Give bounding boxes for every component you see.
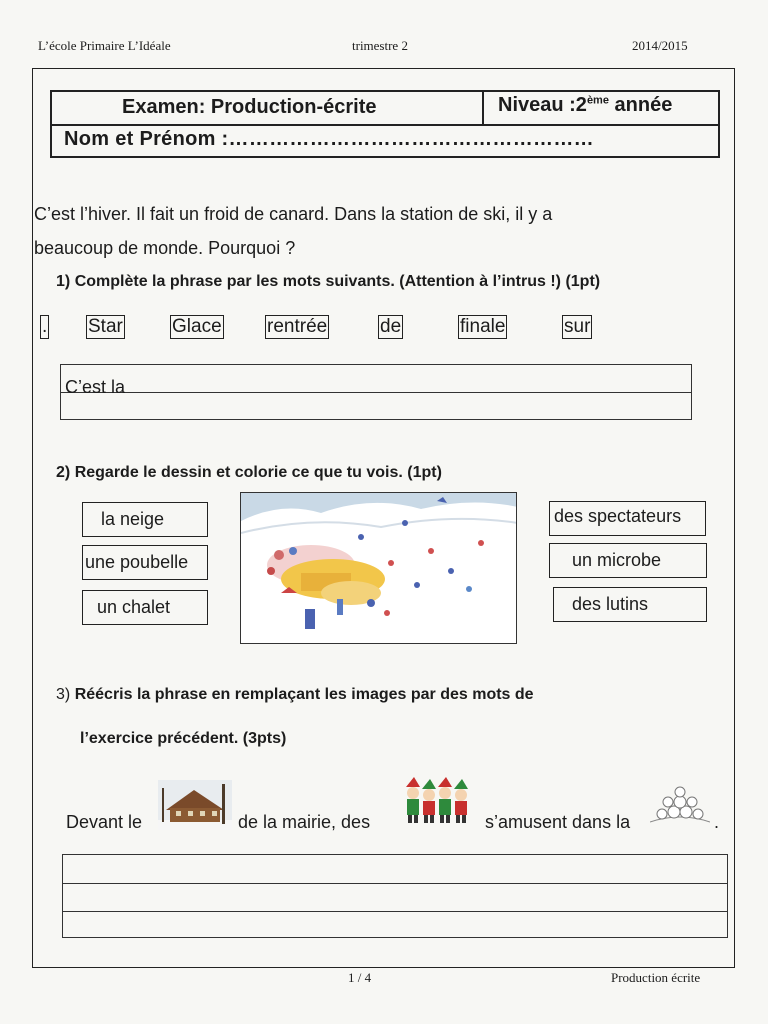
ski-scene-image (241, 493, 517, 644)
question-3-line-2: l’exercice précédent. (3pts) (80, 730, 287, 747)
level-label: Niveau :2ème année (498, 94, 673, 116)
label-la-neige: la neige (82, 502, 208, 537)
word-glace: Glace (172, 316, 222, 337)
label-une-poubelle: une poubelle (82, 545, 208, 580)
label-un-microbe: un microbe (549, 543, 707, 578)
ski-station-drawing (240, 492, 517, 644)
word-de: de (380, 316, 402, 337)
label-des-lutins: des lutins (553, 587, 707, 622)
question-3-line-1: Réécris la phrase en remplaçant les images par des mots de (74, 686, 534, 703)
intro-line-1: C’est l’hiver. Il fait un froid de canard. Dans la station de ski, il y a (34, 204, 553, 224)
word-dot: . (42, 316, 48, 337)
sentence-part-1: Devant le (66, 812, 143, 832)
school-name: L’école Primaire L’Idéale (38, 38, 171, 53)
title-box (50, 90, 720, 158)
answer-line (63, 911, 727, 912)
answer-line (63, 883, 727, 884)
elves-image (402, 777, 474, 825)
label-des-spectateurs: des spectateurs (549, 501, 706, 536)
question-number: 2) (56, 464, 71, 481)
question-2 (56, 464, 442, 482)
snowballs-image (650, 782, 710, 826)
word-rentree: rentrée (267, 316, 328, 337)
term-label: trimestre 2 (352, 38, 408, 53)
answer-area-3[interactable] (62, 854, 728, 938)
title-divider (482, 92, 484, 124)
sentence-part-2: de la mairie, des (238, 812, 371, 832)
title-row-divider (52, 124, 718, 126)
intro-line-2: beaucoup de monde. Pourquoi ? (34, 238, 296, 258)
word-star: Star (88, 316, 123, 337)
question-number: 3) (56, 686, 71, 703)
word-sur: sur (564, 316, 591, 337)
page-number: 1 / 4 (348, 970, 372, 985)
sentence-end: . (714, 812, 720, 832)
school-year: 2014/2015 (632, 38, 688, 53)
exam-title: Examen: Production-écrite (122, 96, 377, 118)
answer-start: C’est la (65, 377, 126, 397)
footer-subject: Production écrite (611, 970, 701, 985)
answer-line (61, 392, 691, 393)
question-number: 1) (56, 273, 71, 290)
word-finale: finale (460, 316, 506, 337)
question-3 (56, 686, 534, 704)
chalet-image (158, 780, 232, 830)
label-un-chalet: un chalet (82, 590, 208, 625)
name-field-label: Nom et Prénom :……………………………………………… (64, 128, 594, 150)
question-1-text: Complète la phrase par les mots suivants. (Attention à l’intrus !) (1pt) (74, 273, 601, 290)
sentence-part-3: s’amusent dans la (485, 812, 631, 832)
question-2-text: Regarde le dessin et colorie ce que tu vois. (1pt) (74, 464, 442, 481)
answer-area-1[interactable] (60, 364, 692, 420)
question-1 (56, 273, 600, 291)
